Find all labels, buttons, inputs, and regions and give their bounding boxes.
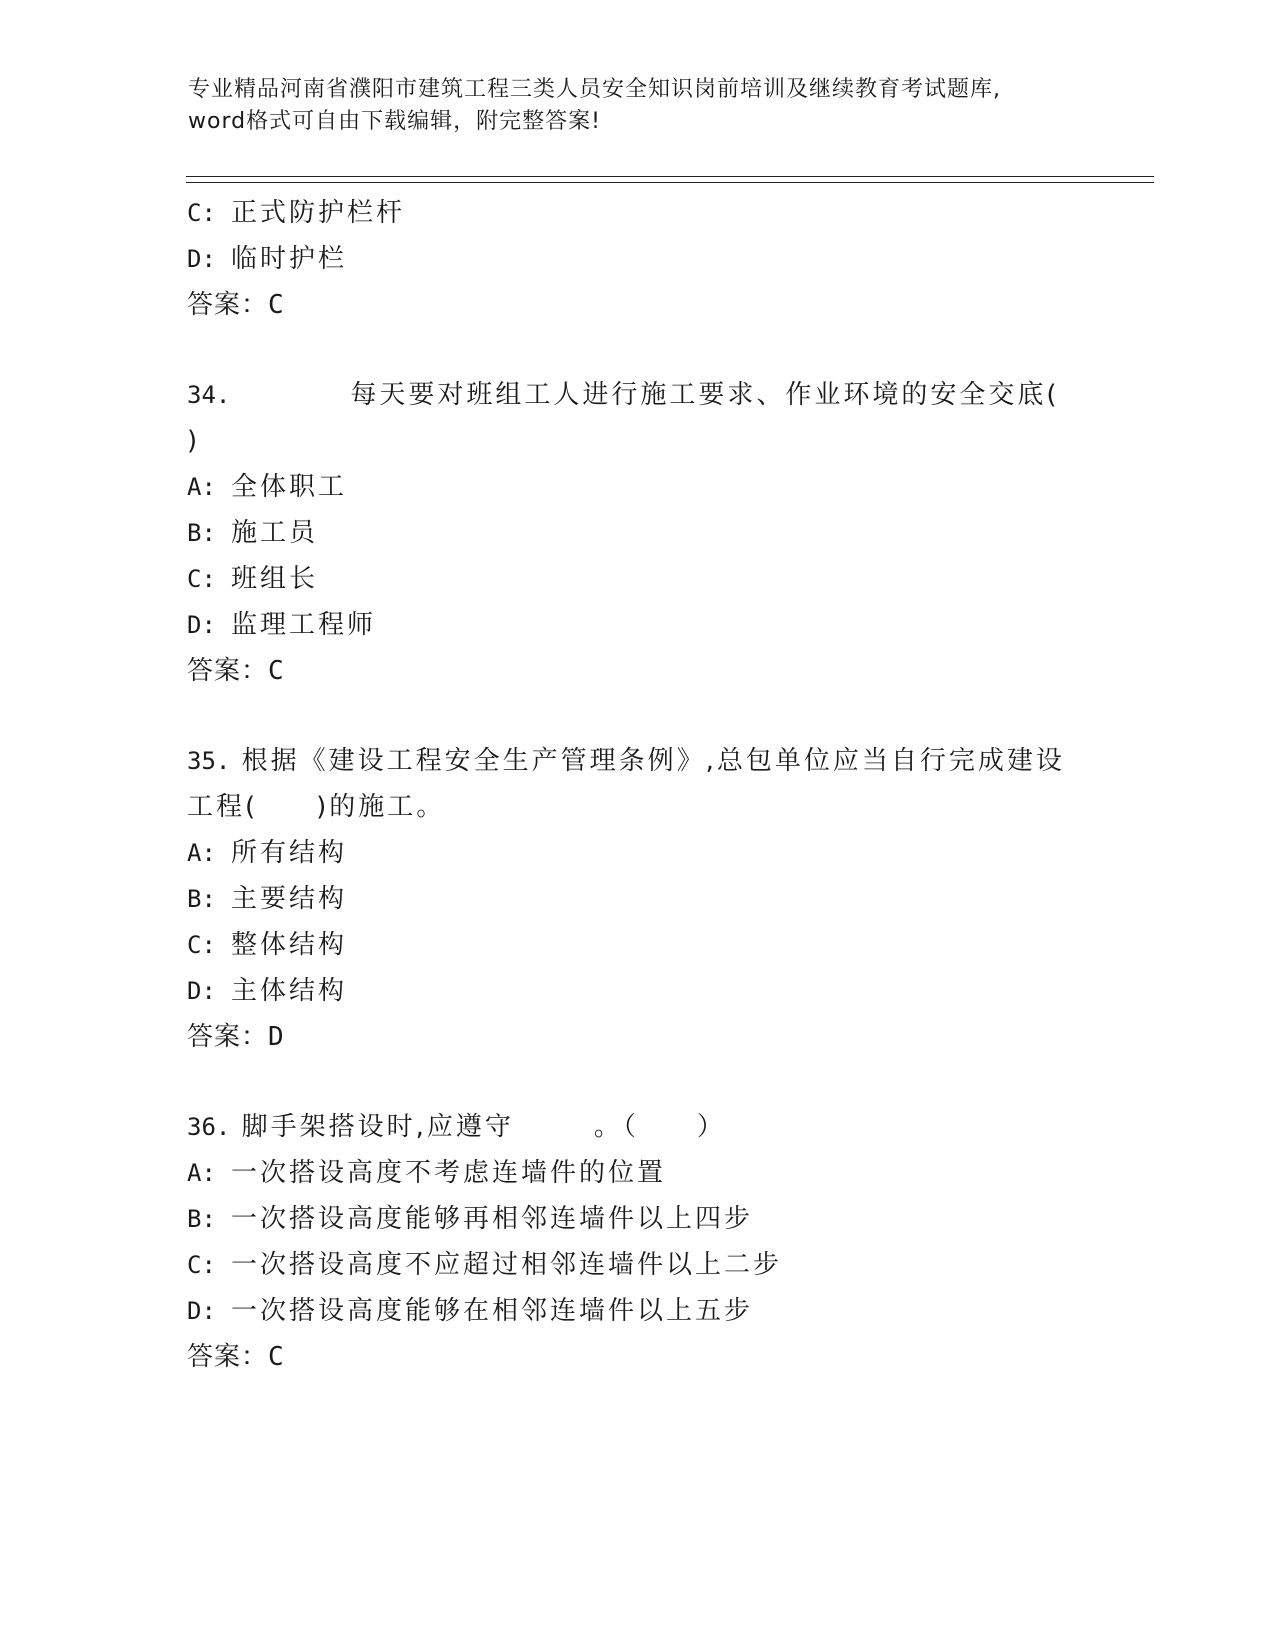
option-key: A:	[187, 473, 216, 501]
option-key: B:	[187, 1205, 216, 1233]
question-33-tail	[187, 190, 1087, 328]
option-key: D:	[187, 1297, 216, 1325]
answer-label: 答案：	[187, 1342, 269, 1372]
answer-line	[187, 1014, 1087, 1060]
question-stem	[187, 1104, 1087, 1150]
option-text: 临时护栏	[231, 244, 348, 274]
option-d	[187, 1288, 1087, 1334]
option-key: B:	[187, 885, 216, 913]
option-text: 施工员	[231, 518, 319, 548]
answer-line	[187, 1334, 1087, 1380]
question-text: 每天要对班组工人进行施工要求、作业环境的安全交底(	[350, 380, 1060, 410]
option-b	[187, 510, 1087, 556]
question-number: 35.	[187, 747, 231, 775]
answer-value: D	[268, 1022, 285, 1052]
option-key: D:	[187, 977, 216, 1005]
option-key: C:	[187, 565, 216, 593]
option-d	[187, 968, 1087, 1014]
option-text: 主要结构	[231, 884, 348, 914]
option-b	[187, 1196, 1087, 1242]
option-text: 全体职工	[231, 472, 348, 502]
option-key: D:	[187, 611, 216, 639]
option-b	[187, 876, 1087, 922]
option-text: 班组长	[231, 564, 319, 594]
option-text: 一次搭设高度不应超过相邻连墙件以上二步	[231, 1250, 783, 1280]
option-key: C:	[187, 931, 216, 959]
question-text-cont: )	[187, 426, 201, 456]
option-text: 所有结构	[231, 838, 348, 868]
option-c	[187, 1242, 1087, 1288]
question-stem	[187, 738, 1087, 784]
option-text: 正式防护栏杆	[231, 198, 406, 228]
option-text: 整体结构	[231, 930, 348, 960]
answer-value: C	[268, 1342, 285, 1372]
option-c	[187, 922, 1087, 968]
answer-line	[187, 648, 1087, 694]
question-stem	[187, 372, 1087, 418]
option-c	[187, 556, 1087, 602]
option-a	[187, 1150, 1087, 1196]
question-number: 34.	[187, 381, 231, 409]
answer-value: C	[268, 656, 285, 686]
header-rule-top	[186, 176, 1154, 177]
question-text-tail: 。（ ）	[593, 1112, 726, 1142]
option-key: B:	[187, 519, 216, 547]
option-a	[187, 830, 1087, 876]
option-key: D:	[187, 245, 216, 273]
question-text: 根据《建设工程安全生产管理条例》,总包单位应当自行完成建设	[241, 746, 1065, 776]
question-stem-cont	[187, 784, 1087, 830]
question-36	[187, 1104, 1087, 1380]
question-list	[187, 190, 1087, 1380]
option-c	[187, 190, 1087, 236]
option-key: A:	[187, 1159, 216, 1187]
option-key: A:	[187, 839, 216, 867]
option-d	[187, 602, 1087, 648]
header-rule-bottom	[186, 182, 1154, 183]
option-text: 一次搭设高度能够在相邻连墙件以上五步	[231, 1296, 754, 1326]
option-a	[187, 464, 1087, 510]
answer-label: 答案：	[187, 656, 269, 686]
option-text: 主体结构	[231, 976, 348, 1006]
question-text-cont: 工程( )的施工。	[187, 792, 446, 822]
answer-line	[187, 282, 1087, 328]
answer-label: 答案：	[187, 290, 269, 320]
answer-label: 答案：	[187, 1022, 269, 1052]
option-key: C:	[187, 199, 216, 227]
option-text: 一次搭设高度不考虑连墙件的位置	[231, 1158, 667, 1188]
answer-value: C	[268, 290, 285, 320]
header-line-1: 专业精品河南省濮阳市建筑工程三类人员安全知识岗前培训及继续教育考试题库,	[188, 77, 1001, 102]
question-text: 脚手架搭设时,应遵守	[241, 1112, 514, 1142]
question-stem-cont	[187, 418, 1087, 464]
option-text: 监理工程师	[231, 610, 377, 640]
option-d	[187, 236, 1087, 282]
header-line-2: word格式可自由下载编辑，附完整答案!	[188, 109, 601, 134]
question-34	[187, 372, 1087, 694]
option-text: 一次搭设高度能够再相邻连墙件以上四步	[231, 1204, 754, 1234]
option-key: C:	[187, 1251, 216, 1279]
question-35	[187, 738, 1087, 1060]
question-number: 36.	[187, 1113, 231, 1141]
document-header	[188, 74, 1088, 138]
